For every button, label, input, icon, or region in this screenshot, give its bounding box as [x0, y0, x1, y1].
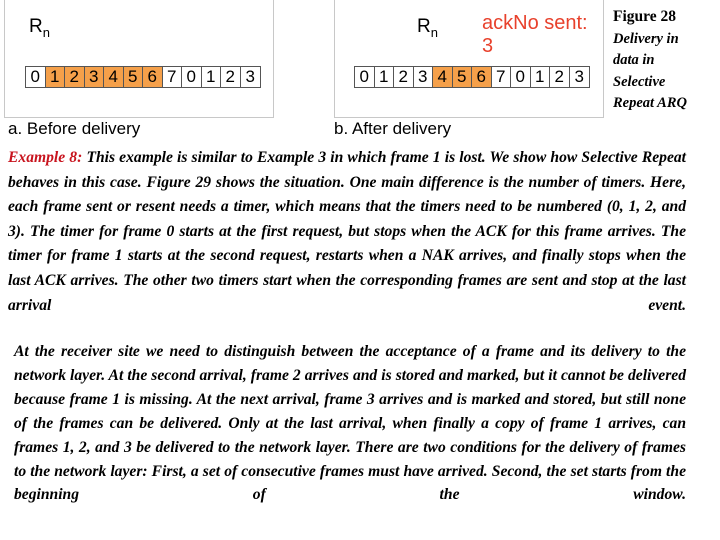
- frame-cell: 7: [163, 67, 183, 87]
- frame-cell: 3: [414, 67, 434, 87]
- sequence-window-after: [354, 66, 590, 88]
- frame-cell: 1: [202, 67, 222, 87]
- rn-pointer-label: [417, 16, 438, 40]
- rn-pointer-label: [29, 16, 50, 40]
- frame-cell: 5: [124, 67, 144, 87]
- receiver-paragraph: At the receiver site we need to distinguish between the acceptance of a frame and its delivery to the network layer. At the second arrival, frame 2 arrives and is stored and marked, but it cannot be delivered because frame 1 is missing. At the next arrival, frame 3 arrives and is marked and stored, but still none of the frames can be delivered. Only at the last arrival, when finally a copy of frame 1 arrives, can frames 1, 2, and 3 be delivered to the network layer. There are two conditions for the delivery of frames to the network layer: First, a set of consecutive frames must have arrived. Second, the set starts from the beginning of the window.: [14, 343, 686, 504]
- frame-cell: 4: [433, 67, 453, 87]
- rn-subscript: n: [430, 24, 438, 40]
- rn-subscript: n: [42, 24, 50, 40]
- before-delivery-panel: [4, 0, 274, 118]
- example-body: This example is similar to Example 3 in which frame 1 is lost. We show how Selective Repeat behaves in this case. Figure 29 shows the situation. One main difference is the number of timers. Here, each frame sent or resent needs a timer, which means that the timers need to be numbered (0, 1, 2, and 3). The timer for frame 0 starts at the first request, but stops when the ACK for this frame arrives. The timer for frame 1 starts at the second request, restarts when a NAK arrives, and finally stops when the last ACK arrives. The other two timers start when the corresponding frames are sent and stop at the last arrival event.: [8, 149, 686, 314]
- frame-cell: 1: [531, 67, 551, 87]
- frame-cell: 6: [472, 67, 492, 87]
- frame-cell: 0: [355, 67, 375, 87]
- frame-cell: 2: [65, 67, 85, 87]
- frame-cell: 3: [245, 67, 255, 86]
- caption-after-delivery: b. After delivery: [334, 119, 452, 138]
- sequence-window-before: [25, 66, 261, 88]
- frame-cell: 0: [26, 67, 46, 87]
- frame-cell: 2: [221, 67, 241, 87]
- frame-cell: 0: [511, 67, 531, 87]
- frame-cell: 1: [375, 67, 395, 87]
- frame-cell: 7: [492, 67, 512, 87]
- rn-base: R: [29, 16, 43, 37]
- frame-cell: 4: [104, 67, 124, 87]
- frame-cell: 2: [394, 67, 414, 87]
- figure-label: [613, 6, 719, 115]
- caption-before-delivery: a. Before delivery: [8, 119, 141, 138]
- figure-number: Figure 28: [613, 8, 676, 25]
- frame-cell: 6: [143, 67, 163, 87]
- after-delivery-panel: [334, 0, 604, 118]
- ack-sent-label: ackNo sent: 3: [482, 12, 588, 57]
- frame-cell: 1: [46, 67, 66, 87]
- frame-cell: 5: [453, 67, 473, 87]
- frame-cell: 3: [574, 67, 584, 86]
- figure-caption: Delivery in data in Selective Repeat ARQ: [613, 30, 687, 111]
- frame-cell: 0: [182, 67, 202, 87]
- frame-cell: 3: [85, 67, 105, 87]
- frame-cell: 2: [550, 67, 570, 87]
- example-paragraph: [8, 146, 686, 318]
- example-label: Example 8:: [8, 149, 83, 166]
- rn-base: R: [417, 16, 431, 37]
